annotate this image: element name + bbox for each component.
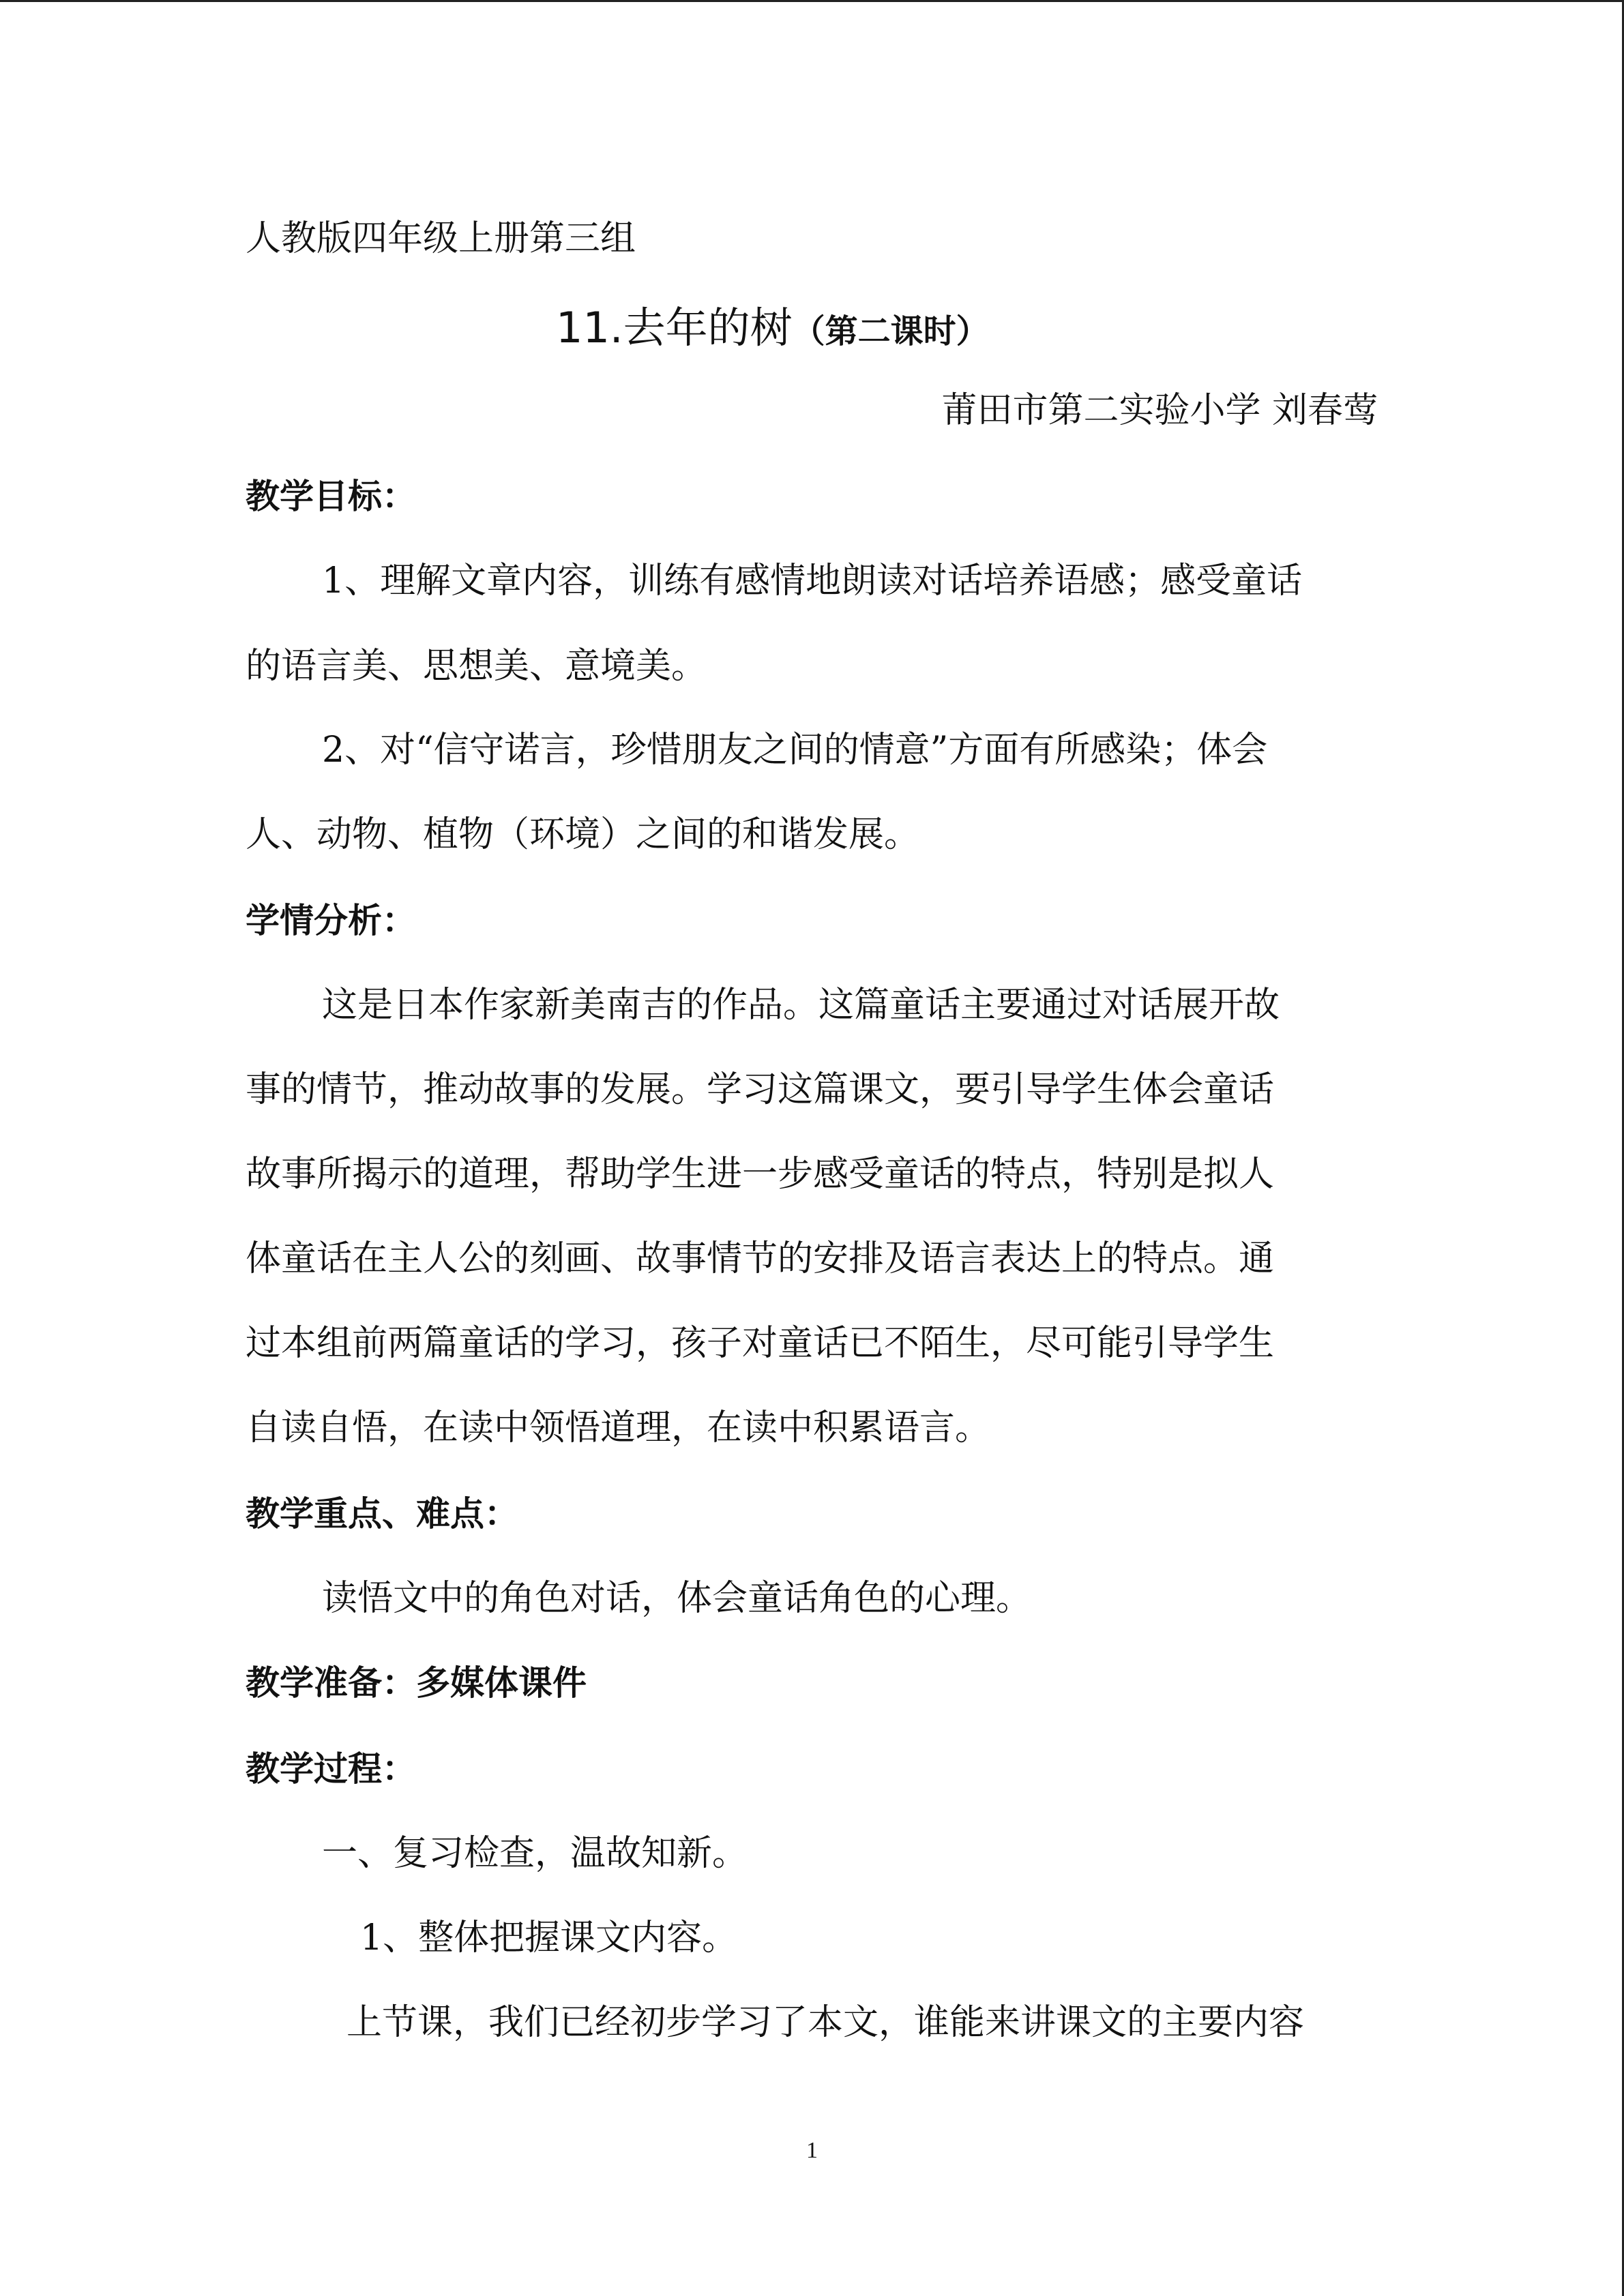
objective-1-line-2: 的语言美、思想美、意境美。 xyxy=(246,646,707,687)
objective-2-line-2: 人、动物、植物（环境）之间的和谐发展。 xyxy=(246,814,920,855)
analysis-line: 这是日本作家新美南吉的作品。这篇童话主要通过对话展开故 xyxy=(322,985,1280,1026)
analysis-line: 体童话在主人公的刻画、故事情节的安排及语言表达上的特点。通 xyxy=(246,1238,1275,1279)
page-border-top xyxy=(0,0,1624,2)
title-sub: （第二课时） xyxy=(792,312,989,351)
focus-text: 读悟文中的角色对话，体会童话角色的心理。 xyxy=(322,1578,1032,1619)
page-number: 1 xyxy=(806,2138,818,2163)
series-label: 人教版四年级上册第三组 xyxy=(246,218,636,259)
process-step-1-text: 上节课，我们已经初步学习了本文，谁能来讲课文的主要内容 xyxy=(346,2002,1305,2043)
title-main: 11.去年的树 xyxy=(556,303,793,353)
process-heading: 教学过程： xyxy=(246,1749,416,1789)
objective-1-line-1: 1、理解文章内容，训练有感情地朗读对话培养语感；感受童话 xyxy=(322,561,1303,601)
objective-2-line-1: 2、对“信守诺言，珍惜朋友之间的情意”方面有所感染；体会 xyxy=(322,730,1268,771)
analysis-line: 故事所揭示的道理，帮助学生进一步感受童话的特点，特别是拟人 xyxy=(246,1154,1275,1195)
analysis-line: 过本组前两篇童话的学习，孩子对童话已不陌生，尽可能引导学生 xyxy=(246,1323,1275,1364)
analysis-heading: 学情分析： xyxy=(246,901,416,940)
focus-heading: 教学重点、难点： xyxy=(246,1494,518,1534)
author-line: 莆田市第二实验小学 刘春莺 xyxy=(941,390,1378,431)
analysis-line: 自读自悟，在读中领悟道理，在读中积累语言。 xyxy=(246,1407,991,1448)
analysis-line: 事的情节，推动故事的发展。学习这篇课文，要引导学生体会童话 xyxy=(246,1069,1275,1110)
process-step-1: 一、复习检查，温故知新。 xyxy=(322,1833,748,1874)
preparation-heading: 教学准备：多媒体课件 xyxy=(246,1663,587,1703)
process-step-1-sub-1: 1、整体把握课文内容。 xyxy=(360,1918,738,1958)
page-title xyxy=(556,303,989,356)
objectives-heading: 教学目标： xyxy=(246,477,416,516)
